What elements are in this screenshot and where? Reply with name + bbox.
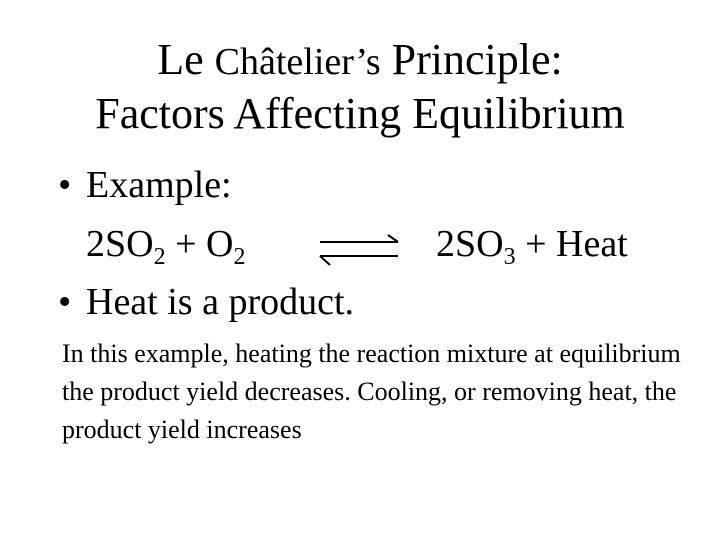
title-line-1 <box>0 34 720 88</box>
bullet-heat-product <box>58 280 354 324</box>
slide-title <box>0 34 720 140</box>
reactant-o2-subscript: 2 <box>233 244 246 270</box>
bullet-text: Example: <box>86 164 232 206</box>
reactant-plus-o: + O <box>165 223 234 265</box>
reactant-so2-subscript: 2 <box>153 244 166 270</box>
title-prefix: Le <box>157 35 215 84</box>
product-heat: + Heat <box>515 223 628 265</box>
equation-reactants <box>86 222 245 271</box>
bullet-dot: • <box>58 164 72 206</box>
product-so3: 2SO <box>436 223 504 265</box>
bullet-text: Heat is a product. <box>86 281 355 323</box>
reactant-so2: 2SO <box>86 223 154 265</box>
equilibrium-arrows-icon <box>312 234 404 268</box>
equation-products <box>436 222 628 271</box>
explanation-paragraph: In this example, heating the reaction mixture at equilibrium the product yield decreases. Cooling, or removing heat, the product yield increases <box>62 339 681 444</box>
product-so3-subscript: 3 <box>503 244 516 270</box>
title-name: Châtelier’s <box>214 41 381 83</box>
chemical-equation <box>86 222 686 274</box>
title-suffix: Principle: <box>380 35 563 84</box>
bullet-dot: • <box>58 281 72 323</box>
title-line-2: Factors Affecting Equilibrium <box>95 89 625 138</box>
bullet-example <box>58 163 232 207</box>
